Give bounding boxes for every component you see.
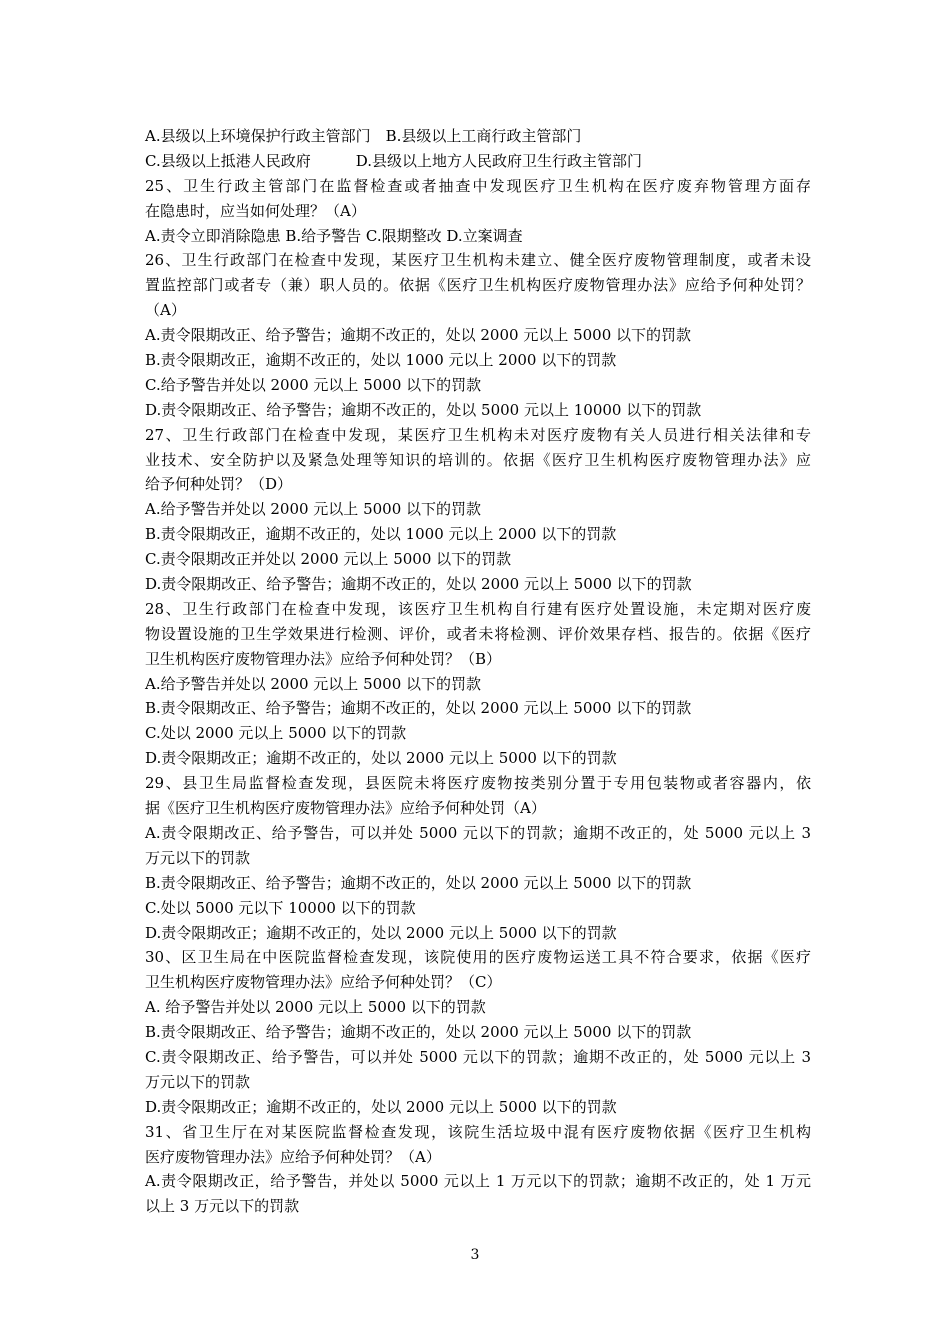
text-line: A.责令限期改正，给予警告，并处以 5000 元以上 1 万元以下的罚款；逾期不改正的，处 1 万元 <box>145 1172 811 1191</box>
text-line: 在隐患时，应当如何处理？（A） <box>145 201 366 220</box>
text-line: A.给予警告并处以 2000 元以上 5000 以下的罚款 <box>145 674 482 693</box>
text-line: A.给予警告并处以 2000 元以上 5000 以下的罚款 <box>145 500 482 519</box>
text-line: 据《医疗卫生机构医疗废物管理办法》应给予何种处罚（A） <box>145 799 546 818</box>
text-line: 给予何种处罚？（D） <box>145 475 293 494</box>
text-line: A.责令立即消除隐患 B.给予警告 C.限期整改 D.立案调查 <box>145 226 523 245</box>
text-line: B.责令限期改正、给予警告；逾期不改正的，处以 2000 元以上 5000 以下的罚款 <box>145 1023 692 1042</box>
text-line: 29、县卫生局监督检查发现，县医院未将医疗废物按类别分置于专用包装物或者容器内，依 <box>145 774 811 793</box>
text-line: B.责令限期改正，逾期不改正的，处以 1000 元以上 2000 以下的罚款 <box>145 351 617 370</box>
text-line: C.责令限期改正并处以 2000 元以上 5000 以下的罚款 <box>145 550 512 569</box>
text-line: C.处以 2000 元以上 5000 以下的罚款 <box>145 724 407 743</box>
text-line: C.处以 5000 元以下 10000 以下的罚款 <box>145 898 416 917</box>
text-line: 26、卫生行政部门在检查中发现，某医疗卫生机构未建立、健全医疗废物管理制度，或者未设 <box>145 251 811 270</box>
text-line: D.责令限期改正、给予警告；逾期不改正的，处以 5000 元以上 10000 以下的罚款 <box>145 400 702 419</box>
text-line: C.县级以上抵港人民政府 D.县级以上地方人民政府卫生行政主管部门 <box>145 151 642 170</box>
text-line: 医疗废物管理办法》应给予何种处罚？（A） <box>145 1147 441 1166</box>
text-line: 置监控部门或者专（兼）职人员的。依据《医疗卫生机构医疗废物管理办法》应给予何种处罚？ <box>145 276 811 295</box>
text-line: A. 给予警告并处以 2000 元以上 5000 以下的罚款 <box>145 998 486 1017</box>
text-line: B.责令限期改正、给予警告；逾期不改正的，处以 2000 元以上 5000 以下的罚款 <box>145 873 692 892</box>
text-line: C.给予警告并处以 2000 元以上 5000 以下的罚款 <box>145 375 482 394</box>
text-line: 30、区卫生局在中医院监督检查发现，该院使用的医疗废物运送工具不符合要求，依据《医疗 <box>145 948 811 967</box>
text-line: D.责令限期改正；逾期不改正的，处以 2000 元以上 5000 以下的罚款 <box>145 1097 617 1116</box>
text-line: D.责令限期改正；逾期不改正的，处以 2000 元以上 5000 以下的罚款 <box>145 749 617 768</box>
text-line: C.责令限期改正、给予警告，可以并处 5000 元以下的罚款；逾期不改正的，处 5000 元以上 3 <box>145 1047 811 1066</box>
text-line: 卫生机构医疗废物管理办法》应给予何种处罚？（C） <box>145 973 502 992</box>
text-line: 以上 3 万元以下的罚款 <box>145 1197 300 1216</box>
text-line: D.责令限期改正、给予警告；逾期不改正的，处以 2000 元以上 5000 以下的罚款 <box>145 575 692 594</box>
text-line: 业技术、安全防护以及紧急处理等知识的培训的。依据《医疗卫生机构医疗废物管理办法》应 <box>145 450 811 469</box>
text-line: 31、省卫生厅在对某医院监督检查发现，该院生活垃圾中混有医疗废物依据《医疗卫生机构 <box>145 1122 811 1141</box>
text-line: 28、卫生行政部门在检查中发现，该医疗卫生机构自行建有医疗处置设施，未定期对医疗废 <box>145 599 811 618</box>
text-line: B.责令限期改正，逾期不改正的，处以 1000 元以上 2000 以下的罚款 <box>145 525 617 544</box>
page-number: 3 <box>470 1247 480 1263</box>
text-line: （A） <box>145 301 186 320</box>
text-line: D.责令限期改正；逾期不改正的，处以 2000 元以上 5000 以下的罚款 <box>145 923 617 942</box>
text-line: 27、卫生行政部门在检查中发现，某医疗卫生机构未对医疗废物有关人员进行相关法律和专 <box>145 425 811 444</box>
text-line: A.责令限期改正、给予警告；逾期不改正的，处以 2000 元以上 5000 以下的罚款 <box>145 326 692 345</box>
text-line: A.责令限期改正、给予警告，可以并处 5000 元以下的罚款；逾期不改正的，处 5000 元以上 3 <box>145 823 811 842</box>
text-line: 万元以下的罚款 <box>145 848 251 867</box>
text-line: B.责令限期改正、给予警告；逾期不改正的，处以 2000 元以上 5000 以下的罚款 <box>145 699 692 718</box>
document-body <box>145 124 811 1219</box>
text-line: 卫生机构医疗废物管理办法》应给予何种处罚？（B） <box>145 649 502 668</box>
text-line: 物设置设施的卫生学效果进行检测、评价，或者未将检测、评价效果存档、报告的。依据《医疗 <box>145 624 811 643</box>
text-line: 万元以下的罚款 <box>145 1072 251 1091</box>
text-line: 25、卫生行政主管部门在监督检查或者抽查中发现医疗卫生机构在医疗废弃物管理方面存 <box>145 176 811 195</box>
text-line: A.县级以上环境保护行政主管部门 B.县级以上工商行政主管部门 <box>145 127 582 145</box>
